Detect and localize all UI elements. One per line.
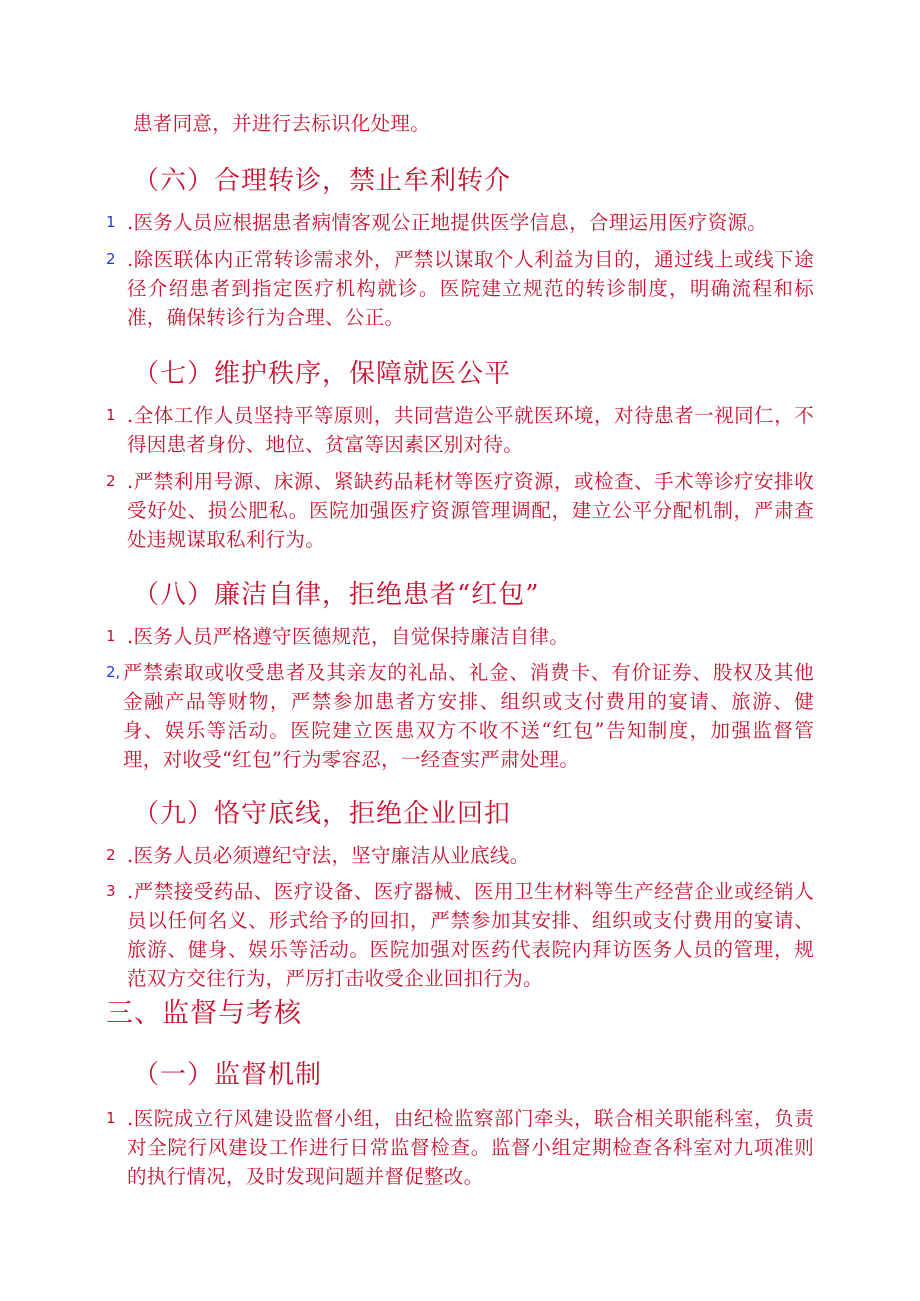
list-item <box>106 658 814 774</box>
item-number: 1 <box>106 406 116 424</box>
list-item <box>106 208 814 237</box>
item-text: .医院成立行风建设监督小组，由纪检监察部门牵头，联合相关职能科室，负责对全院行风建设工作进行日常监督检查。监督小组定期检查各科室对九项准则的执行情况，及时发现问题并督促整改。 <box>127 1107 814 1188</box>
item-text: .医务人员应根据患者病情客观公正地提供医学信息，合理运用医疗资源。 <box>127 211 768 234</box>
item-number: 2 <box>106 472 116 490</box>
list-item <box>106 877 814 993</box>
item-text: 严禁索取或收受患者及其亲友的礼品、礼金、消费卡、有价证券、股权及其他金融产品等财物，严禁参加患者方安排、组织或支付费用的宴请、旅游、健身、娱乐等活动。医院建立医患双方不收不送“红包”告知制度，加强监督管理，对收受“红包”行为零容忍，一经查实严肃处理。 <box>123 661 814 771</box>
list-item <box>106 401 814 459</box>
list-item <box>106 245 814 332</box>
section-heading-8: （八）廉洁自律，拒绝患者“红包” <box>133 580 540 610</box>
item-text: .严禁接受药品、医疗设备、医疗器械、医用卫生材料等生产经营企业或经销人员以任何名义、形式给予的回扣，严禁参加其安排、组织或支付费用的宴请、旅游、健身、娱乐等活动。医院加强对医药代表院内拜访医务人员的管理，规范双方交往行为，严厉打击收受企业回扣行为。 <box>127 880 814 990</box>
subsection-heading: （一）监督机制 <box>133 1060 323 1090</box>
list-item <box>106 1104 814 1191</box>
item-text: .全体工作人员坚持平等原则，共同营造公平就医环境，对待患者一视同仁，不得因患者身份、地位、贫富等因素区别对待。 <box>127 404 814 456</box>
item-number: 2, <box>106 663 121 681</box>
item-text: .除医联体内正常转诊需求外，严禁以谋取个人利益为目的，通过线上或线下途径介绍患者到指定医疗机构就诊。医院建立规范的转诊制度，明确流程和标准，确保转诊行为合理、公正。 <box>127 248 814 329</box>
list-item <box>106 622 814 651</box>
part-title: 三、监督与考核 <box>106 998 302 1029</box>
section-heading-9: （九）恪守底线，拒绝企业回扣 <box>133 799 512 829</box>
section-heading-6: （六）合理转诊，禁止牟利转介 <box>133 166 512 196</box>
list-item <box>106 467 814 554</box>
item-number: 1 <box>106 627 116 645</box>
item-text: .医务人员严格遵守医德规范，自觉保持廉洁自律。 <box>127 625 570 648</box>
continuation-text: 患者同意，并进行去标识化处理。 <box>133 112 431 135</box>
item-number: 1 <box>106 1109 116 1127</box>
item-number: 3 <box>106 882 116 900</box>
item-number: 1 <box>106 213 116 231</box>
item-text: .医务人员必须遵纪守法，坚守廉洁从业底线。 <box>127 844 530 867</box>
item-number: 2 <box>106 250 116 268</box>
item-number: 2 <box>106 846 116 864</box>
list-item <box>106 841 814 870</box>
section-heading-7: （七）维护秩序，保障就医公平 <box>133 359 512 389</box>
item-text: .严禁利用号源、床源、紧缺药品耗材等医疗资源，或检查、手术等诊疗安排收受好处、损公肥私。医院加强医疗资源管理调配，建立公平分配机制，严肃查处违规谋取私利行为。 <box>127 470 814 551</box>
